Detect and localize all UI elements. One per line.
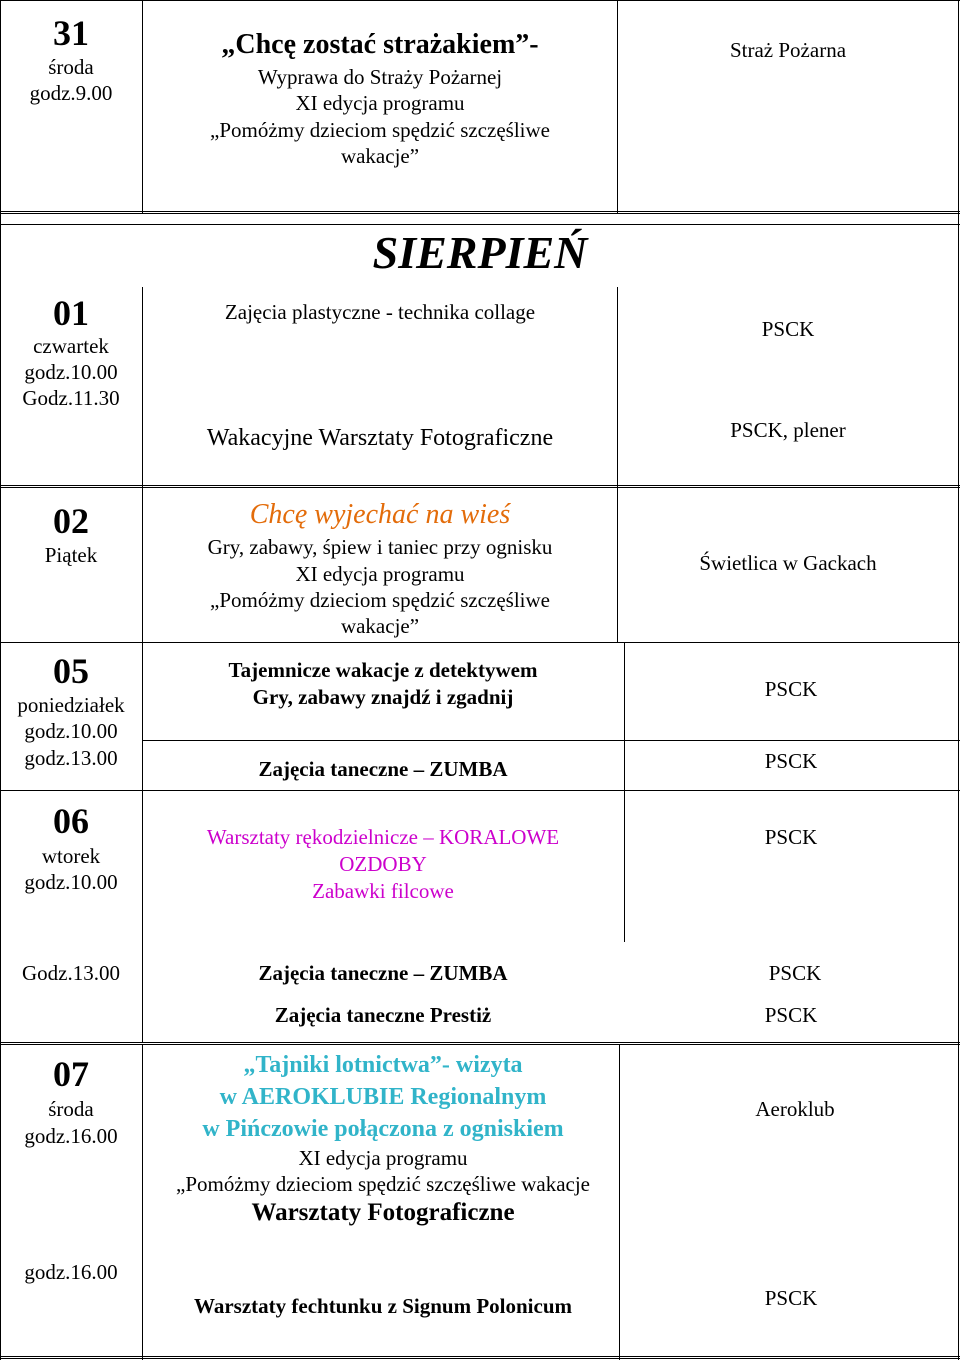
rule-05-inner xyxy=(143,740,960,741)
event-02-line-2: XI edycja programu xyxy=(295,562,465,586)
event-07-line-1: XI edycja programu xyxy=(298,1146,468,1170)
top-border xyxy=(0,0,960,1)
event-07-title-1: „Tajniki lotnictwa”- wizyta xyxy=(243,1052,523,1078)
time-06-b: Godz.13.00 xyxy=(22,961,120,985)
date-05: 05 xyxy=(53,651,89,691)
col-divider-2a xyxy=(617,0,618,213)
date-31: 31 xyxy=(53,13,89,53)
event-07-line-2: „Pomóżmy dzieciom spędzić szczęśliwe wakacje xyxy=(176,1172,590,1196)
place-06-a: PSCK xyxy=(764,825,818,849)
time-07-a: godz.16.00 xyxy=(24,1124,118,1148)
place-05-b: PSCK xyxy=(764,749,818,773)
day-06: wtorek xyxy=(41,844,101,868)
place-05-a: PSCK xyxy=(764,677,818,701)
time-06-a: godz.10.00 xyxy=(24,870,118,894)
place-07-b: PSCK xyxy=(764,1286,818,1310)
rule-05-bottom xyxy=(0,790,960,791)
event-06-a-line-3: Zabawki filcowe xyxy=(312,879,454,903)
place-06-b: PSCK xyxy=(768,961,822,985)
place-02: Świetlica w Gackach xyxy=(699,551,877,575)
event-02-title: Chcę wyjechać na wieś xyxy=(249,499,511,530)
event-05-a-line-2: Gry, zabawy znajdź i zgadnij xyxy=(252,685,514,709)
left-border xyxy=(0,0,1,1360)
col-divider-1c xyxy=(142,1045,143,1360)
place-06-c: PSCK xyxy=(764,1003,818,1027)
rule-month-top xyxy=(0,224,960,225)
bottom-border xyxy=(0,1356,960,1359)
rule-02-bottom xyxy=(0,642,960,643)
day-01: czwartek xyxy=(33,334,109,358)
event-06-c: Zajęcia taneczne Prestiż xyxy=(274,1003,492,1027)
rule-31-bottom xyxy=(0,211,960,214)
place-31: Straż Pożarna xyxy=(729,38,847,62)
event-31-line-3: „Pomóżmy dzieciom spędzić szczęśliwe xyxy=(210,118,550,142)
event-07-b: Warsztaty fechtunku z Signum Polonicum xyxy=(193,1294,573,1318)
place-07-a: Aeroklub xyxy=(755,1097,835,1121)
event-31-title: „Chcę zostać strażakiem”- xyxy=(221,29,539,60)
day-31: środa xyxy=(48,55,94,79)
right-border xyxy=(958,0,959,1360)
time-05-b: godz.13.00 xyxy=(24,746,118,770)
event-02-line-3: „Pomóżmy dzieciom spędzić szczęśliwe xyxy=(210,588,550,612)
event-07-title-3: w Pińczowie połączona z ogniskiem xyxy=(202,1116,564,1142)
day-02: Piątek xyxy=(44,543,98,567)
event-07-title-2: w AEROKLUBIE Regionalnym xyxy=(219,1084,547,1110)
date-01: 01 xyxy=(53,293,89,333)
time-01-b: Godz.11.30 xyxy=(22,386,120,410)
day-05: poniedziałek xyxy=(17,693,125,717)
event-02-line-1: Gry, zabawy, śpiew i taniec przy ognisku xyxy=(207,535,553,559)
event-05-b: Zajęcia taneczne – ZUMBA xyxy=(258,757,508,781)
day-07: środa xyxy=(48,1097,94,1121)
rule-06-bottom xyxy=(0,1042,960,1045)
time-31: godz.9.00 xyxy=(29,81,113,105)
event-06-b: Zajęcia taneczne – ZUMBA xyxy=(258,961,508,985)
col-divider-2c xyxy=(624,642,625,942)
time-01-a: godz.10.00 xyxy=(24,360,118,384)
col-divider-1b xyxy=(142,287,143,1042)
place-01-a: PSCK xyxy=(761,317,815,341)
event-06-a-line-2: OZDOBY xyxy=(339,852,427,876)
place-01-b: PSCK, plener xyxy=(730,418,846,442)
time-07-b: godz.16.00 xyxy=(24,1260,118,1284)
event-05-a-line-1: Tajemnicze wakacje z detektywem xyxy=(228,658,538,682)
date-02: 02 xyxy=(53,501,89,541)
event-01-a: Zajęcia plastyczne - technika collage xyxy=(224,300,536,324)
month-heading: SIERPIEŃ xyxy=(372,227,588,278)
event-31-line-1: Wyprawa do Straży Pożarnej xyxy=(257,65,503,89)
time-05-a: godz.10.00 xyxy=(24,719,118,743)
event-06-a-line-1: Warsztaty rękodzielnicze – KORALOWE xyxy=(206,825,560,849)
event-02-line-4: wakacje” xyxy=(340,614,420,638)
col-divider-2d xyxy=(619,1045,620,1360)
rule-01-bottom xyxy=(0,485,960,488)
col-divider-2b xyxy=(617,287,618,642)
event-01-b: Wakacyjne Warsztaty Fotograficzne xyxy=(206,425,554,451)
date-07: 07 xyxy=(53,1054,89,1094)
col-divider-1a xyxy=(142,0,143,213)
event-07-workshop: Warsztaty Fotograficzne xyxy=(251,1199,515,1226)
event-31-line-2: XI edycja programu xyxy=(295,91,465,115)
date-06: 06 xyxy=(53,801,89,841)
event-31-line-4: wakacje” xyxy=(340,144,420,168)
